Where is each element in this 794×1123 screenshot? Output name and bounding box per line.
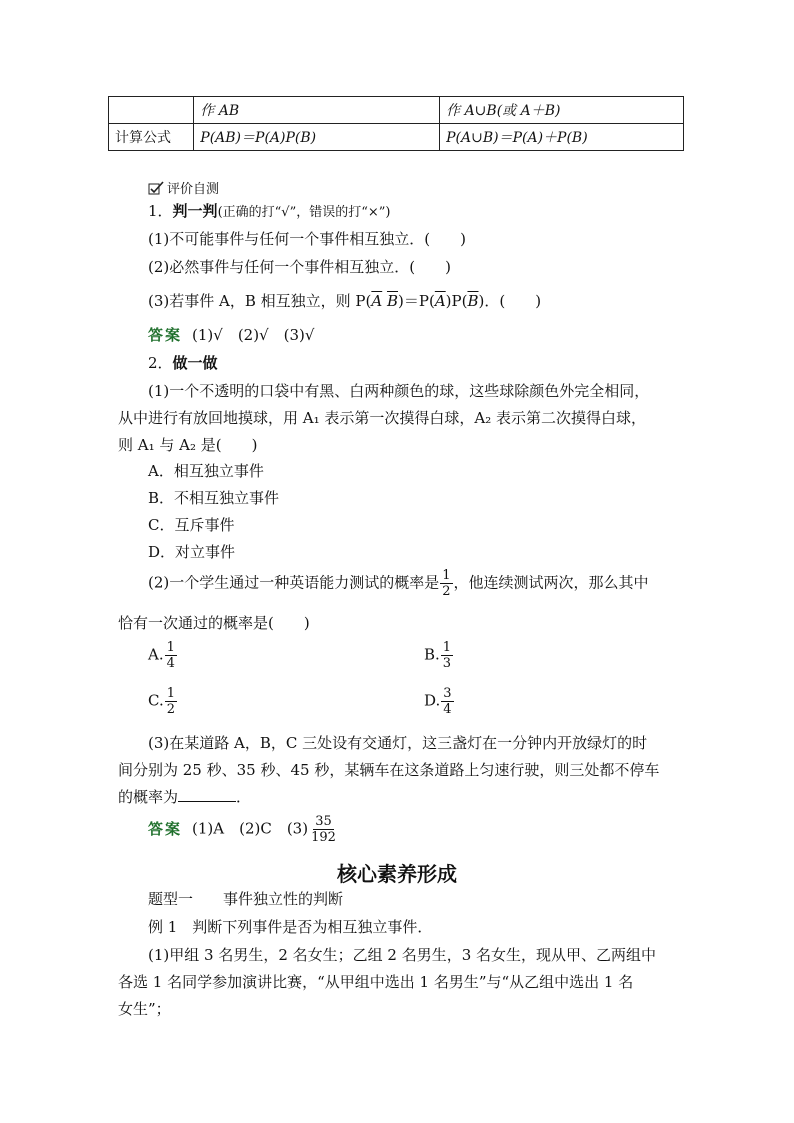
q1-statement-3: (3)若事件 A，B 相互独立，则 $P(\overline{A}$ $\overline{B})=P(\overline{A})P(\overline{B})$．( )	[148, 292, 542, 310]
q2-option-a: A．相互独立事件	[148, 462, 264, 480]
q2-option-b: B．不相互独立事件	[148, 489, 280, 507]
q1-answer: 答案 (1)√ (2)√ (3)√	[148, 326, 315, 344]
q2-option-d: D．对立事件	[148, 543, 236, 561]
table-cell: 作 A∪B(或 A＋B)	[440, 97, 684, 124]
example-line-2: 各选 1 名同学参加演讲比赛，“从甲组中选出 1 名男生”与“从乙组中选出 1 名	[118, 973, 634, 991]
q2-p3-line3: 的概率为 ．	[118, 788, 252, 806]
q1-statement-1: (1)不可能事件与任何一个事件相互独立．( )	[148, 230, 466, 248]
q1-statement-2: (2)必然事件与任何一个事件相互独立．( )	[148, 258, 451, 276]
choice-b: B. $\frac{1}{3}$	[424, 640, 452, 671]
q2-title: 2．做一做	[148, 354, 218, 372]
example-line-3: 女生”；	[118, 1000, 171, 1018]
q2-p1-line1: (1)一个不透明的口袋中有黑、白两种颜色的球，这些球除颜色外完全相同，	[148, 382, 650, 400]
answer-blank	[178, 787, 236, 802]
review-header	[148, 178, 219, 197]
table-cell: P(AB)＝P(A)P(B)	[194, 124, 440, 151]
table-row	[109, 124, 684, 151]
formula-table	[108, 96, 684, 151]
choice-d: D. $\frac{3}{4}$	[424, 686, 452, 717]
q2-p2-line1: (2)一个学生通过一种英语能力测试的概率是 $\frac{1}{2}$ ，他连续测试两次，那么其中	[148, 568, 649, 599]
q2-p3-line2: 间分别为 25 秒、35 秒、45 秒，某辆车在这条道路上匀速行驶，则三处都不停车	[118, 761, 660, 779]
q2-p1-line2: 从中进行有放回地摸球，用 A₁ 表示第一次摸得白球，A₂ 表示第二次摸得白球，	[118, 409, 646, 427]
table-cell: P(A∪B)＝P(A)＋P(B)	[440, 124, 684, 151]
table-cell: 计算公式	[109, 124, 194, 151]
q2-p3-line1: (3)在某道路 A，B，C 三处设有交通灯，这三盏灯在一分钟内开放绿灯的时	[148, 734, 648, 752]
q1-title: 1．判一判(正确的打“√”，错误的打“×”)	[148, 202, 391, 220]
choice-a: A. $\frac{1}{4}$	[148, 640, 175, 671]
example-line-1: (1)甲组 3 名男生，2 名女生；乙组 2 名男生，3 名女生，现从甲、乙两组中	[148, 946, 657, 964]
table-cell	[109, 97, 194, 124]
choice-c: C. $\frac{1}{2}$	[148, 686, 175, 717]
section-title: 核心素养形成	[337, 862, 457, 886]
fraction: $\frac{1}{4}$	[166, 640, 175, 671]
review-label: 评价自测	[167, 182, 220, 197]
check-box-icon	[148, 181, 164, 195]
fraction: $\frac{1}{2}$	[166, 686, 175, 717]
q2-p2-line2: 恰有一次通过的概率是( )	[118, 614, 310, 632]
q2-answer: 答案 (1)A (2)C (3) $\frac{35}{192}$	[148, 814, 336, 845]
table-cell: 作 AB	[194, 97, 440, 124]
fraction: $\frac{35}{192}$	[311, 814, 336, 845]
fraction: $\frac{3}{4}$	[443, 686, 452, 717]
q2-option-c: C．互斥事件	[148, 516, 235, 534]
fraction: $\frac{1}{2}$	[442, 568, 451, 599]
q2-p1-line3: 则 A₁ 与 A₂ 是( )	[118, 436, 258, 454]
type-heading: 题型一 事件独立性的判断	[148, 890, 344, 908]
fraction: $\frac{1}{3}$	[442, 640, 452, 671]
example-heading: 例 1 判断下列事件是否为相互独立事件．	[148, 918, 433, 936]
table-row	[109, 97, 684, 124]
